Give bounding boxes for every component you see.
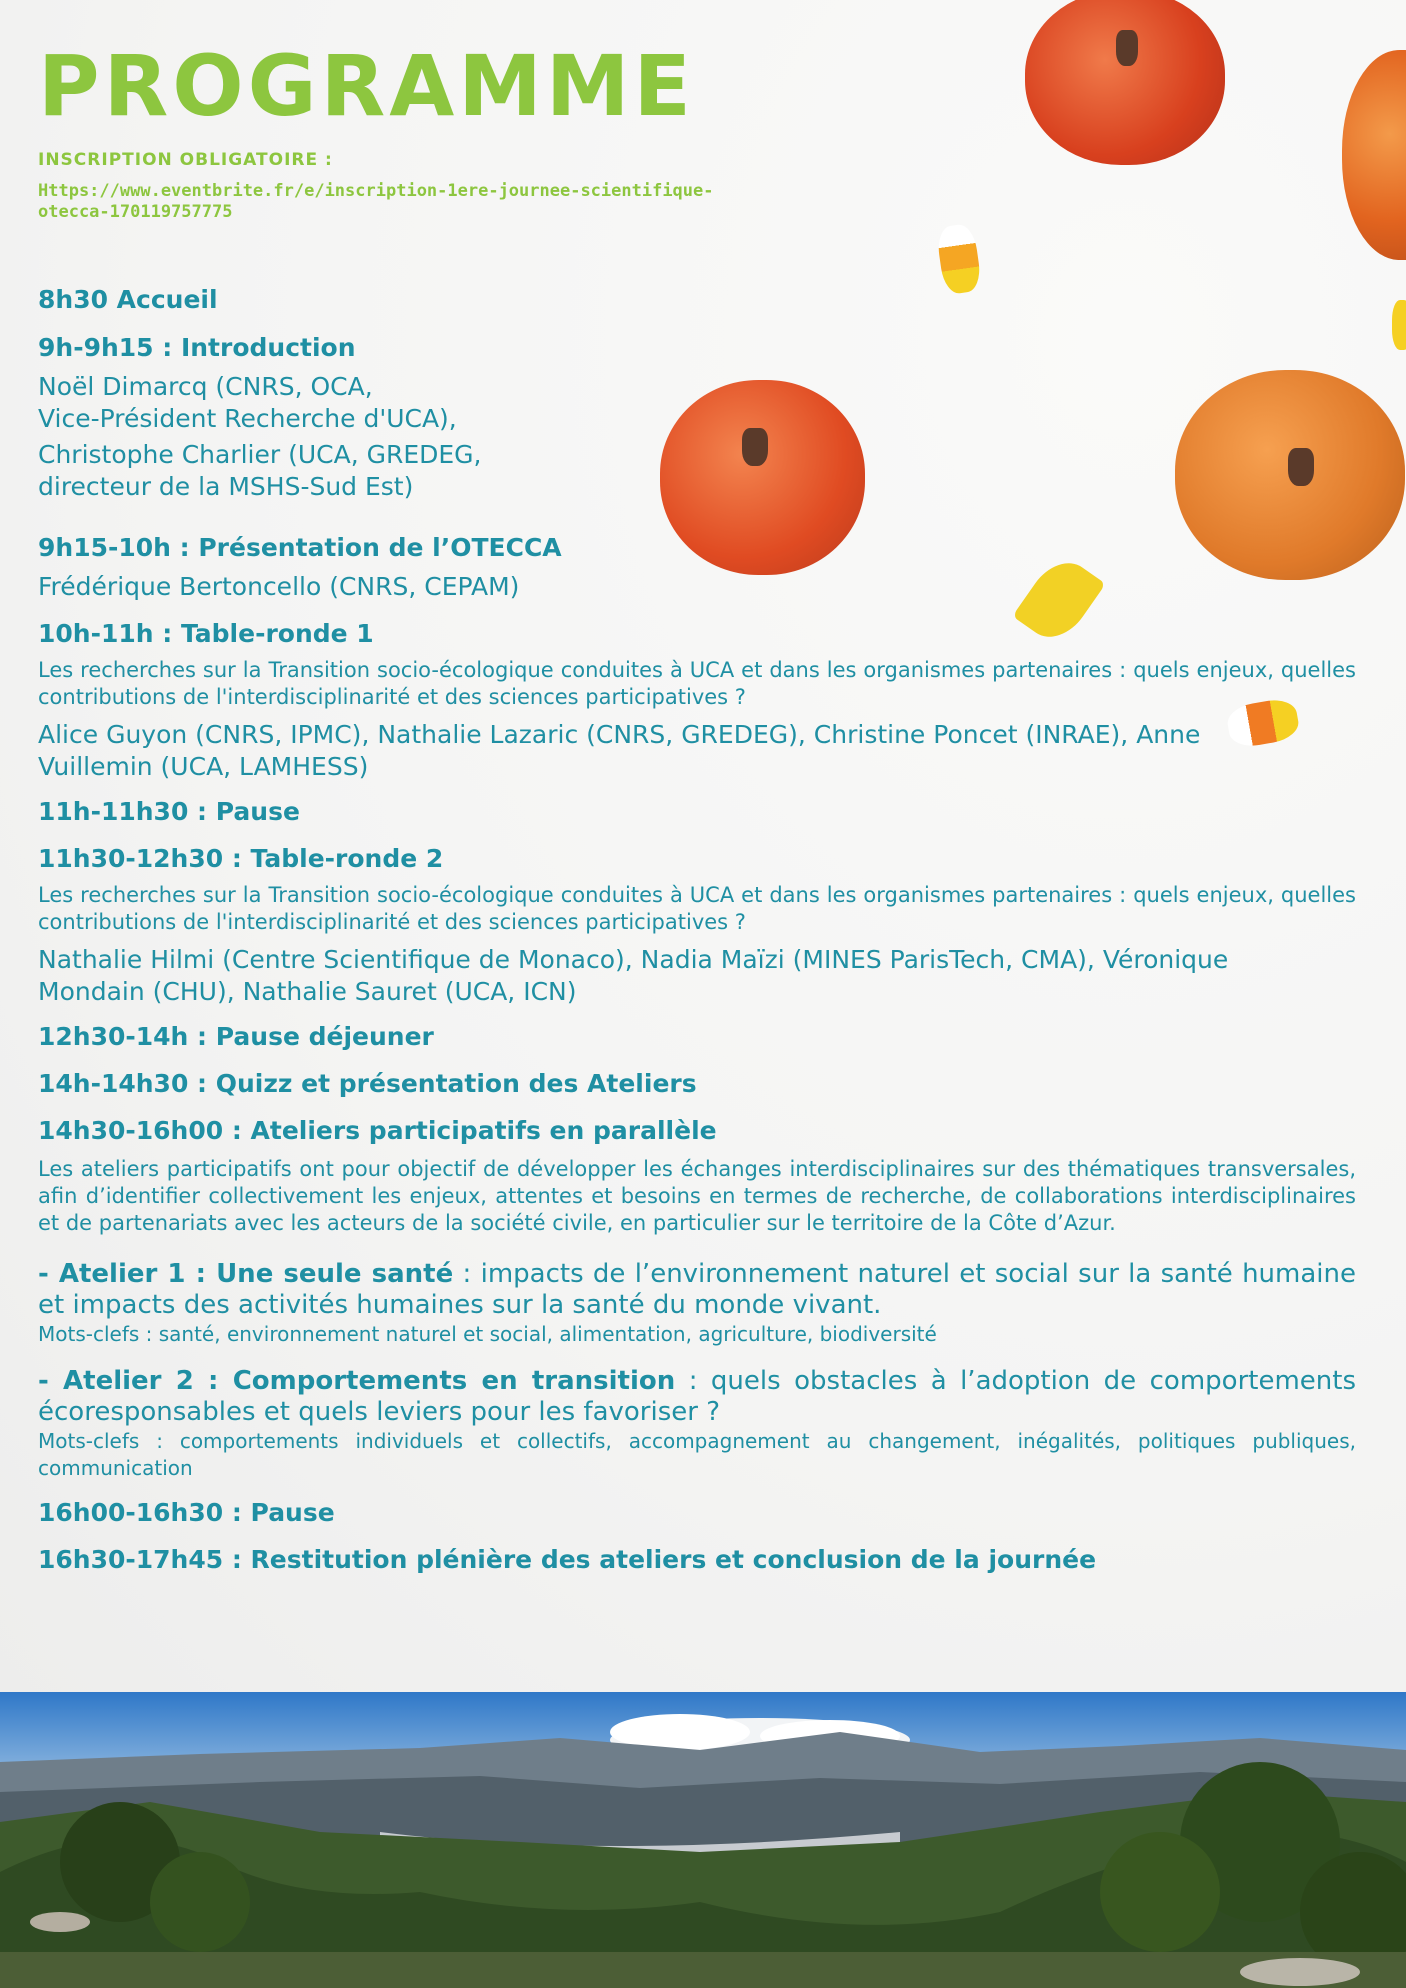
table1-speakers: Alice Guyon (CNRS, IPMC), Nathalie Lazaric (CNRS, GREDEG), Christine Poncet (INRAE), Anne Vuillemin (UCA, LAMHESS) — [38, 720, 1201, 781]
otecca-speaker: Frédérique Bertoncello (CNRS, CEPAM) — [38, 572, 520, 601]
intro-speaker-2 — [38, 439, 1356, 503]
intro-heading: 9h-9h15 : Introduction — [38, 333, 356, 362]
atelier2 — [38, 1366, 1356, 1428]
intro-speaker-2-line-1: Christophe Charlier (UCA, GREDEG, — [38, 440, 482, 469]
intro-speaker-1 — [38, 371, 1356, 435]
programme-content — [38, 285, 1356, 1575]
landscape-photo — [0, 1692, 1406, 1988]
atelier2-keywords: Mots-clefs : comportements individuels et collectifs, accompagnement au changement, inégalités, politiques publiques, communication — [38, 1429, 1356, 1480]
accueil-heading: 8h30 Accueil — [38, 285, 218, 314]
table2-description: Les recherches sur la Transition socio-écologique conduites à UCA et dans les organismes partenaires : quels enjeux, quelles contributions de l'interdisciplinarité et des sciences participatives ? — [38, 883, 1356, 934]
atelier2-title: - Atelier 2 : Comportements en transition — [38, 1366, 676, 1396]
atelier2-text: : quels obstacles à l’adoption de comportements écoresponsables et quels leviers pour les favoriser ? — [38, 1366, 1356, 1427]
restitution-heading: 16h30-17h45 : Restitution plénière des ateliers et conclusion de la journée — [38, 1545, 1097, 1574]
table1-description: Les recherches sur la Transition socio-écologique conduites à UCA et dans les organismes partenaires : quels enjeux, quelles contributions de l'interdisciplinarité et des sciences participatives ? — [38, 658, 1356, 709]
atelier1-keywords: Mots-clefs : santé, environnement naturel et social, alimentation, agriculture, biodiversité — [38, 1322, 937, 1346]
intro-speaker-1-line-2: Vice-Président Recherche d'UCA), — [38, 404, 457, 433]
atelier1 — [38, 1259, 1356, 1321]
ateliers-description: Les ateliers participatifs ont pour objectif de développer les échanges interdisciplinaires sur des thématiques transversales, afin d’identifier collectivement les enjeux, attentes et besoins en termes de recherche, de collaborations interdisciplinaires et de partenariats avec les acteurs de la société civile, en particulier sur le territoire de la Côte d’Azur. — [38, 1157, 1356, 1235]
inscription-label: INSCRIPTION OBLIGATOIRE : — [38, 150, 333, 170]
otecca-heading: 9h15-10h : Présentation de l’OTECCA — [38, 533, 562, 562]
pause2-heading: 16h00-16h30 : Pause — [38, 1498, 335, 1527]
inscription-link[interactable]: Https://www.eventbrite.fr/e/inscription-1ere-journee-scientifique-otecca-170119757775 — [38, 181, 714, 222]
landscape-illustration — [0, 1692, 1406, 1988]
intro-speaker-2-line-2: directeur de la MSHS-Sud Est) — [38, 472, 414, 501]
ateliers-heading: 14h30-16h00 : Ateliers participatifs en parallèle — [38, 1116, 717, 1145]
table1-heading: 10h-11h : Table-ronde 1 — [38, 619, 374, 648]
quizz-heading: 14h-14h30 : Quizz et présentation des Ateliers — [38, 1069, 697, 1098]
page-title: PROGRAMME — [38, 37, 695, 135]
lunch-heading: 12h30-14h : Pause déjeuner — [38, 1022, 434, 1051]
table2-speakers: Nathalie Hilmi (Centre Scientifique de Monaco), Nadia Maïzi (MINES ParisTech, CMA), Véronique Mondain (CHU), Nathalie Sauret (UCA, ICN) — [38, 945, 1229, 1006]
atelier1-text: : impacts de l’environnement naturel et social sur la santé humaine et impacts des activités humaines sur la santé du monde vivant. — [38, 1259, 1356, 1320]
atelier1-title: - Atelier 1 : Une seule santé — [38, 1259, 454, 1289]
inscription-block — [38, 150, 718, 223]
pause1-heading: 11h-11h30 : Pause — [38, 797, 300, 826]
intro-speaker-1-line-1: Noël Dimarcq (CNRS, OCA, — [38, 372, 373, 401]
table2-heading: 11h30-12h30 : Table-ronde 2 — [38, 844, 444, 873]
